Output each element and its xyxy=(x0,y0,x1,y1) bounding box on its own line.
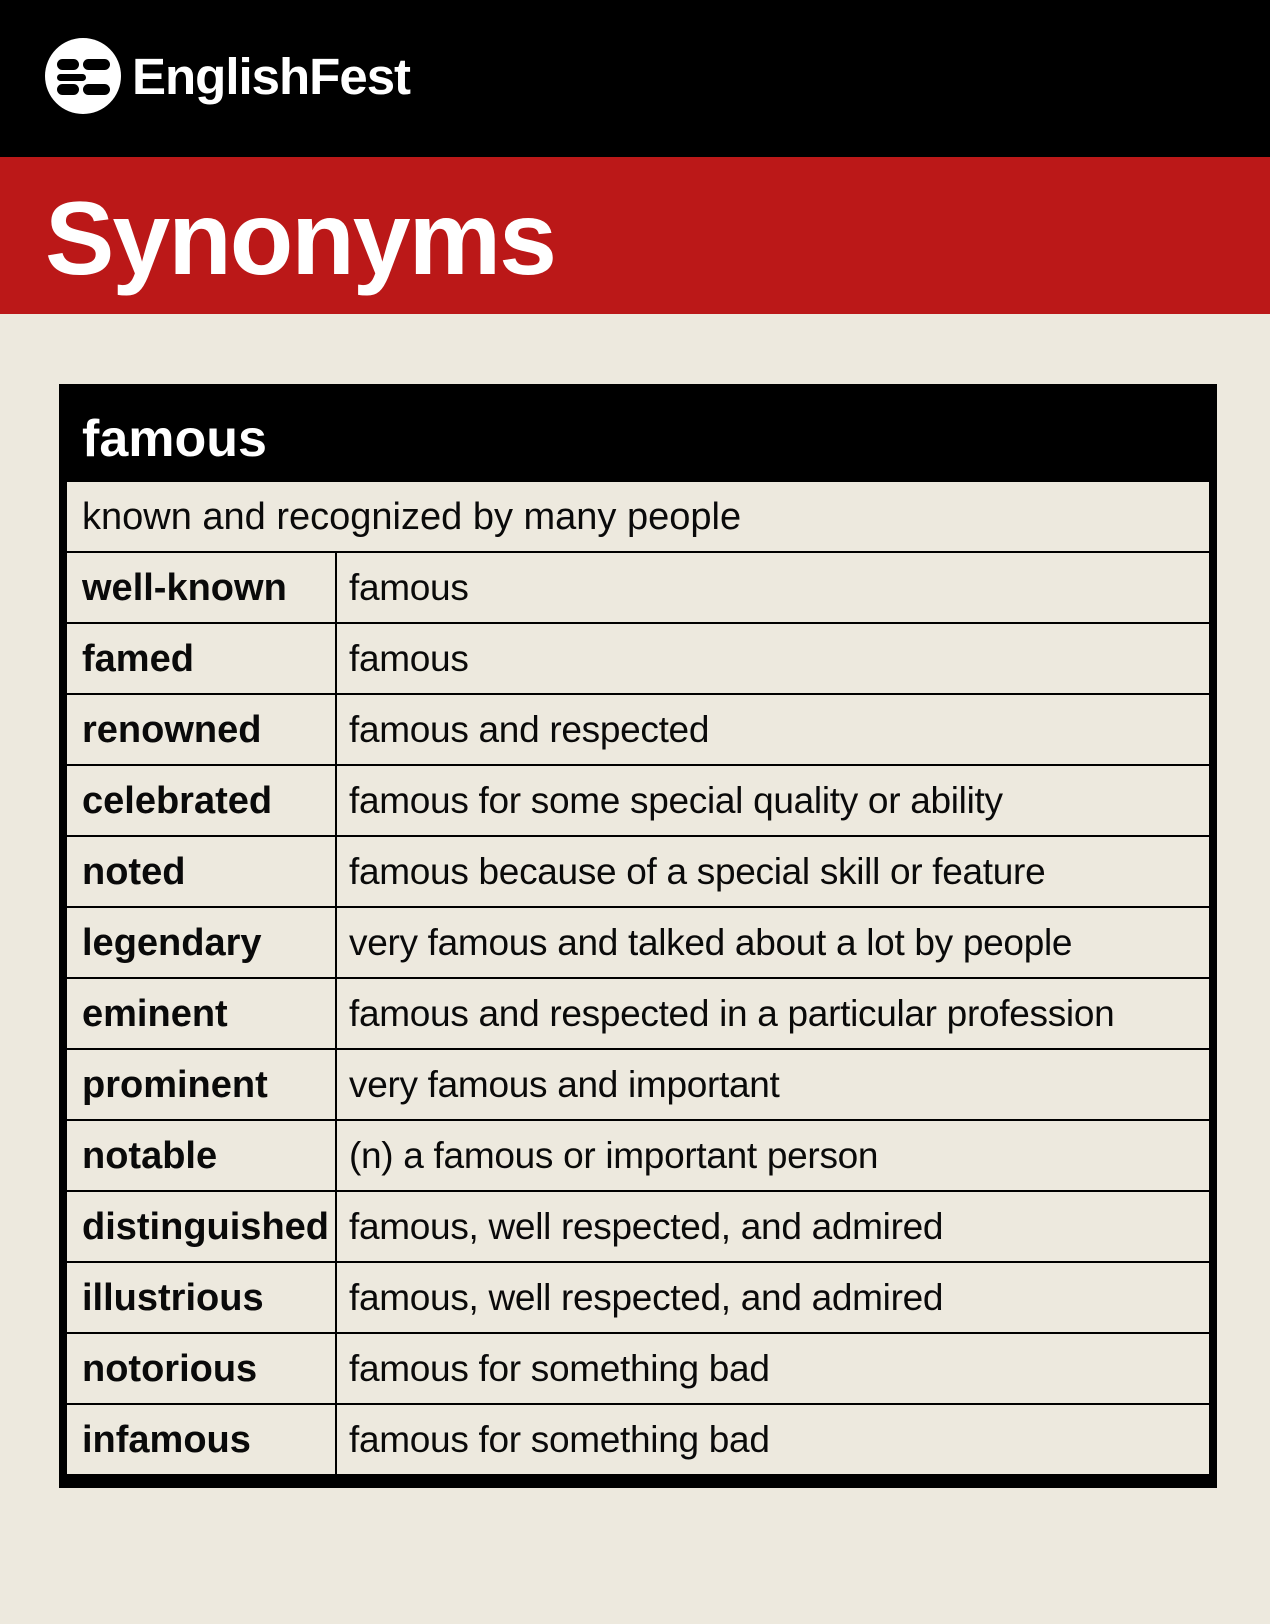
synonym-meaning: famous xyxy=(349,567,469,608)
synonym-meaning: very famous and important xyxy=(349,1064,780,1105)
table-row xyxy=(67,1190,1209,1261)
table-row xyxy=(67,1119,1209,1190)
headword-definition: known and recognized by many people xyxy=(67,480,1209,551)
synonyms-table xyxy=(59,384,1217,1488)
table-row xyxy=(67,906,1209,977)
synonym-meaning: famous xyxy=(349,638,469,679)
synonym-word: illustrious xyxy=(67,1263,337,1332)
synonym-word: distinguished xyxy=(67,1192,337,1261)
synonym-rows xyxy=(67,551,1209,1474)
table-row xyxy=(67,764,1209,835)
synonym-meaning: famous and respected xyxy=(349,709,710,750)
synonym-word: infamous xyxy=(67,1405,337,1474)
synonym-meaning: (n) a famous or important person xyxy=(349,1135,879,1176)
synonym-meaning: famous and respected in a particular profession xyxy=(349,993,1115,1034)
synonym-word: renowned xyxy=(67,695,337,764)
top-bar xyxy=(0,0,1270,157)
synonym-word: legendary xyxy=(67,908,337,977)
synonym-meaning: famous for something bad xyxy=(349,1419,770,1460)
title-banner xyxy=(0,157,1270,314)
table-row xyxy=(67,1403,1209,1474)
synonym-meaning: famous because of a special skill or feature xyxy=(349,851,1046,892)
synonym-word: famed xyxy=(67,624,337,693)
table-row xyxy=(67,1332,1209,1403)
synonym-word: notorious xyxy=(67,1334,337,1403)
table-row xyxy=(67,835,1209,906)
synonym-word: noted xyxy=(67,837,337,906)
synonym-meaning: famous for some special quality or ability xyxy=(349,780,1003,821)
table-row xyxy=(67,1261,1209,1332)
synonym-word: eminent xyxy=(67,979,337,1048)
table-row xyxy=(67,977,1209,1048)
table-row xyxy=(67,622,1209,693)
synonym-meaning: famous, well respected, and admired xyxy=(349,1206,944,1247)
table-row xyxy=(67,1048,1209,1119)
headword: famous xyxy=(67,392,1209,480)
brand-name: EnglishFest xyxy=(132,48,411,105)
synonym-word: notable xyxy=(67,1121,337,1190)
synonym-word: prominent xyxy=(67,1050,337,1119)
table-row xyxy=(67,551,1209,622)
page-title: Synonyms xyxy=(45,181,555,297)
synonym-meaning: famous, well respected, and admired xyxy=(349,1277,944,1318)
synonym-meaning: very famous and talked about a lot by people xyxy=(349,922,1073,963)
table-row xyxy=(67,693,1209,764)
synonym-meaning: famous for something bad xyxy=(349,1348,770,1389)
englishfest-logo-icon xyxy=(45,38,121,114)
synonym-word: well-known xyxy=(67,553,337,622)
synonym-word: celebrated xyxy=(67,766,337,835)
